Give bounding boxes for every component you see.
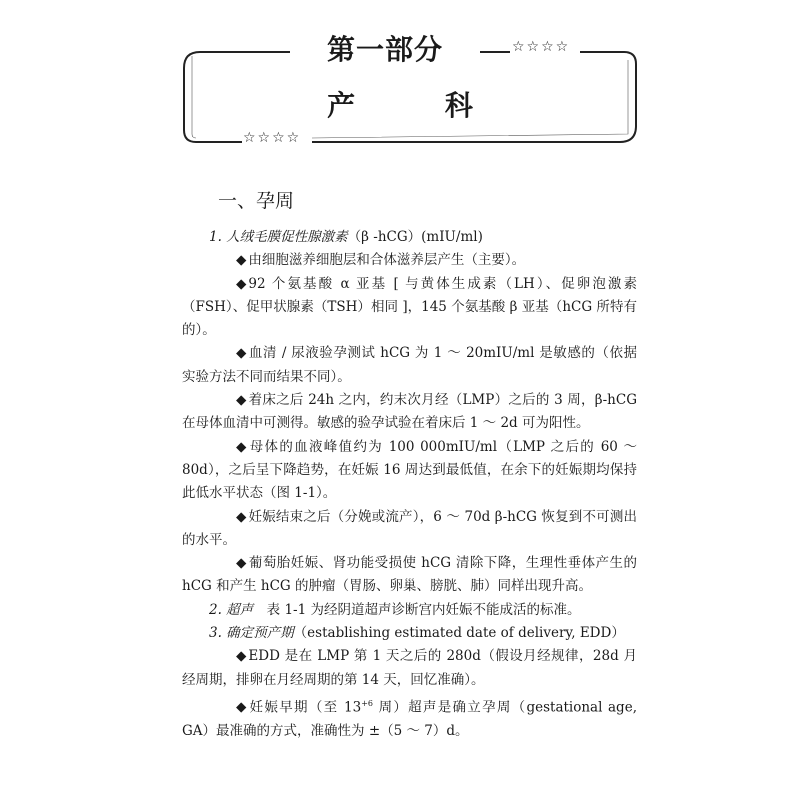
part-title: 第一部分 <box>300 28 470 68</box>
bullet-text: 妊娠早期（至 13 <box>248 699 362 716</box>
item-label: 2. 超声 <box>209 601 254 618</box>
diamond-bullet-icon: ◆ <box>236 275 247 292</box>
page-content <box>182 186 637 743</box>
section-heading: 一、孕周 <box>218 190 295 212</box>
bullet-paragraph <box>182 342 637 389</box>
paragraph-edd <box>182 622 637 645</box>
superscript: +6 <box>361 698 373 708</box>
diamond-bullet-icon: ◆ <box>236 699 247 716</box>
bullet-text: EDD 是在 LMP 第 1 天之后的 280d（假设月经规律，28d 月经周期，排卵在月经周期的第 14 天，回忆准确）。 <box>182 648 637 688</box>
paragraph-ultrasound <box>182 599 637 622</box>
bullet-text: 着床之后 24h 之内，约末次月经（LMP）之后的 3 周，β-hCG 在母体血清中可测得。敏感的验孕试验在着床后 1 ～ 2d 可为阳性。 <box>182 392 637 432</box>
diamond-bullet-icon: ◆ <box>236 438 247 455</box>
diamond-bullet-icon: ◆ <box>236 508 247 525</box>
bullet-paragraph <box>182 645 637 692</box>
item-text: （establishing estimated date of delivery, EDD） <box>293 625 625 642</box>
bullet-text: 母体的血液峰值约为 100 000mIU/ml（LMP 之后的 60 ～ 80d），之后呈下降趋势，在妊娠 16 周达到最低值，在余下的妊娠期均保持此低水平状态（图 1-1）。 <box>182 438 637 502</box>
bullet-text: 血清 / 尿液验孕测试 hCG 为 1 ～ 20mIU/ml 是敏感的（依据实验方法不同而结果不同）。 <box>182 345 637 385</box>
bullet-paragraph <box>182 249 637 272</box>
diamond-bullet-icon: ◆ <box>236 345 247 362</box>
bullet-text: 周）超声是确立孕周（gestational age, GA）最准确的方式，准确性为 ±（5 ～ 7）d。 <box>182 699 637 739</box>
bullet-text: 92 个氨基酸 α 亚基 [ 与黄体生成素（LH）、促卵泡激素（FSH）、促甲状腺素（TSH）相同 ]，145 个氨基酸 β 亚基（hCG 所特有的）。 <box>182 275 637 339</box>
diamond-bullet-icon: ◆ <box>236 555 247 572</box>
bullet-text: 葡萄胎妊娠、肾功能受损使 hCG 清除下降，生理性垂体产生的 hCG 和产生 hCG 的肿瘤（胃肠、卵巢、膀胱、肺）同样出现升高。 <box>182 555 637 595</box>
chapter-header-frame <box>0 0 800 160</box>
bullet-paragraph <box>182 389 637 436</box>
bullet-text: 妊娠结束之后（分娩或流产），6 ～ 70d β-hCG 恢复到不可测出的水平。 <box>182 508 637 548</box>
item-label: 1. 人绒毛膜促性腺激素 <box>209 229 348 245</box>
item-text: 表 1-1 为经阴道超声诊断宫内妊娠不能成活的标准。 <box>266 601 581 618</box>
bullet-text: 由细胞滋养细胞层和合体滋养层产生（主要）。 <box>248 252 526 269</box>
bullet-paragraph <box>182 552 637 599</box>
bullet-paragraph <box>182 692 637 743</box>
bullet-paragraph <box>182 436 637 506</box>
paragraph-hcg <box>182 226 637 249</box>
stars-decoration-top: ☆☆☆☆ <box>512 39 571 55</box>
diamond-bullet-icon: ◆ <box>236 392 247 409</box>
stars-decoration-bottom: ☆☆☆☆ <box>243 130 302 146</box>
chapter-title: 产 科 <box>327 89 513 122</box>
bullet-paragraph <box>182 273 637 343</box>
item-label: 3. 确定预产期 <box>209 625 294 642</box>
diamond-bullet-icon: ◆ <box>236 648 247 665</box>
bullet-paragraph <box>182 506 637 553</box>
diamond-bullet-icon: ◆ <box>236 252 247 269</box>
item-text: （β -hCG）(mIU/ml) <box>347 229 483 245</box>
